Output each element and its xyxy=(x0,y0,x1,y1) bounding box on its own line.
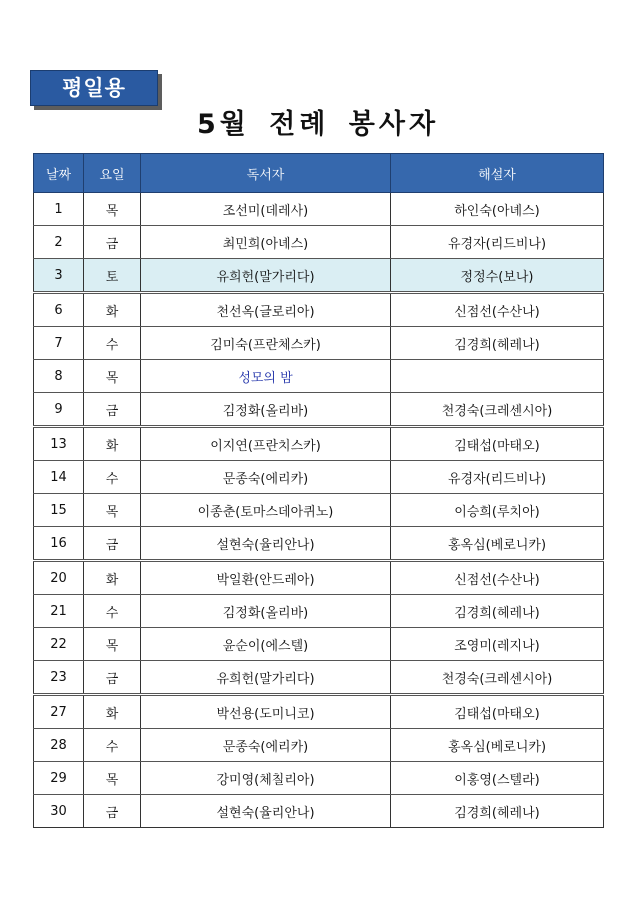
cell-reader: 설현숙(율리안나) xyxy=(141,527,391,561)
table-row-highlighted xyxy=(34,259,604,293)
table-row xyxy=(34,193,604,226)
cell-date: 7 xyxy=(34,327,84,360)
cell-date: 6 xyxy=(34,293,84,327)
cell-commentator: 천경숙(크레센시아) xyxy=(391,661,604,695)
cell-date: 3 xyxy=(34,259,84,293)
cell-day: 목 xyxy=(84,193,141,226)
cell-commentator: 홍옥심(베로니카) xyxy=(391,729,604,762)
cell-reader: 천선옥(글로리아) xyxy=(141,293,391,327)
cell-reader-event-note: 성모의 밤 xyxy=(141,360,391,393)
cell-reader: 이종춘(토마스데아퀴노) xyxy=(141,494,391,527)
table-row xyxy=(34,795,604,828)
cell-date: 8 xyxy=(34,360,84,393)
cell-reader: 문종숙(에리카) xyxy=(141,729,391,762)
cell-day: 수 xyxy=(84,729,141,762)
table-row xyxy=(34,360,604,393)
page-title: 5월 전례 봉사자 xyxy=(196,109,440,140)
table-row xyxy=(34,595,604,628)
cell-commentator xyxy=(391,360,604,393)
header-reader: 독서자 xyxy=(141,154,391,193)
table-row xyxy=(34,427,604,461)
cell-commentator: 정정수(보나) xyxy=(391,259,604,293)
cell-day: 금 xyxy=(84,527,141,561)
cell-reader: 김정화(올리바) xyxy=(141,595,391,628)
cell-commentator: 김경희(헤레나) xyxy=(391,595,604,628)
cell-reader: 유희헌(말가리다) xyxy=(141,259,391,293)
cell-reader: 문종숙(에리카) xyxy=(141,461,391,494)
table-row xyxy=(34,327,604,360)
table-row xyxy=(34,628,604,661)
cell-reader: 윤순이(에스텔) xyxy=(141,628,391,661)
cell-commentator: 이홍영(스텔라) xyxy=(391,762,604,795)
cell-commentator: 김경희(헤레나) xyxy=(391,795,604,828)
cell-date: 30 xyxy=(34,795,84,828)
cell-day: 목 xyxy=(84,360,141,393)
table-header-row xyxy=(34,154,604,193)
cell-day: 화 xyxy=(84,695,141,729)
cell-commentator: 신점선(수산나) xyxy=(391,561,604,595)
cell-day: 화 xyxy=(84,427,141,461)
cell-day: 수 xyxy=(84,461,141,494)
cell-date: 15 xyxy=(34,494,84,527)
cell-day: 목 xyxy=(84,494,141,527)
cell-date: 28 xyxy=(34,729,84,762)
cell-day: 금 xyxy=(84,661,141,695)
cell-date: 14 xyxy=(34,461,84,494)
cell-date: 21 xyxy=(34,595,84,628)
cell-commentator: 김경희(헤레나) xyxy=(391,327,604,360)
cell-reader: 김미숙(프란체스카) xyxy=(141,327,391,360)
cell-commentator: 이승희(루치아) xyxy=(391,494,604,527)
cell-date: 20 xyxy=(34,561,84,595)
cell-date: 23 xyxy=(34,661,84,695)
cell-day: 토 xyxy=(84,259,141,293)
cell-commentator: 김태섭(마태오) xyxy=(391,695,604,729)
table-row xyxy=(34,293,604,327)
header-day: 요일 xyxy=(84,154,141,193)
header-date: 날짜 xyxy=(34,154,84,193)
cell-day: 화 xyxy=(84,561,141,595)
cell-date: 13 xyxy=(34,427,84,461)
cell-day: 화 xyxy=(84,293,141,327)
table-row xyxy=(34,527,604,561)
cell-date: 1 xyxy=(34,193,84,226)
table-row xyxy=(34,461,604,494)
cell-day: 금 xyxy=(84,795,141,828)
table-row xyxy=(34,762,604,795)
cell-commentator: 홍옥심(베로니카) xyxy=(391,527,604,561)
cell-reader: 박선용(도미니코) xyxy=(141,695,391,729)
cell-reader: 김정화(올리바) xyxy=(141,393,391,427)
cell-commentator: 하인숙(아녜스) xyxy=(391,193,604,226)
cell-reader: 유희헌(말가리다) xyxy=(141,661,391,695)
cell-day: 금 xyxy=(84,226,141,259)
cell-commentator: 김태섭(마태오) xyxy=(391,427,604,461)
cell-day: 수 xyxy=(84,595,141,628)
schedule-table xyxy=(33,153,604,828)
table-row xyxy=(34,494,604,527)
cell-reader: 최민희(아녜스) xyxy=(141,226,391,259)
table-row xyxy=(34,661,604,695)
cell-date: 16 xyxy=(34,527,84,561)
cell-commentator: 유경자(리드비나) xyxy=(391,461,604,494)
cell-reader: 강미영(체칠리아) xyxy=(141,762,391,795)
cell-commentator: 천경숙(크레센시아) xyxy=(391,393,604,427)
cell-day: 수 xyxy=(84,327,141,360)
cell-date: 27 xyxy=(34,695,84,729)
table-row xyxy=(34,226,604,259)
cell-commentator: 신점선(수산나) xyxy=(391,293,604,327)
cell-commentator: 조영미(레지나) xyxy=(391,628,604,661)
table-row xyxy=(34,393,604,427)
header-commentator: 해설자 xyxy=(391,154,604,193)
cell-date: 9 xyxy=(34,393,84,427)
cell-commentator: 유경자(리드비나) xyxy=(391,226,604,259)
cell-day: 목 xyxy=(84,762,141,795)
cell-date: 29 xyxy=(34,762,84,795)
cell-reader: 조선미(데레사) xyxy=(141,193,391,226)
table-row xyxy=(34,729,604,762)
weekday-badge: 평일용 xyxy=(30,70,158,106)
cell-date: 2 xyxy=(34,226,84,259)
cell-reader: 설현숙(율리안나) xyxy=(141,795,391,828)
cell-day: 목 xyxy=(84,628,141,661)
table-row xyxy=(34,561,604,595)
table-row xyxy=(34,695,604,729)
cell-day: 금 xyxy=(84,393,141,427)
cell-reader: 이지연(프란치스카) xyxy=(141,427,391,461)
cell-reader: 박일환(안드레아) xyxy=(141,561,391,595)
cell-date: 22 xyxy=(34,628,84,661)
